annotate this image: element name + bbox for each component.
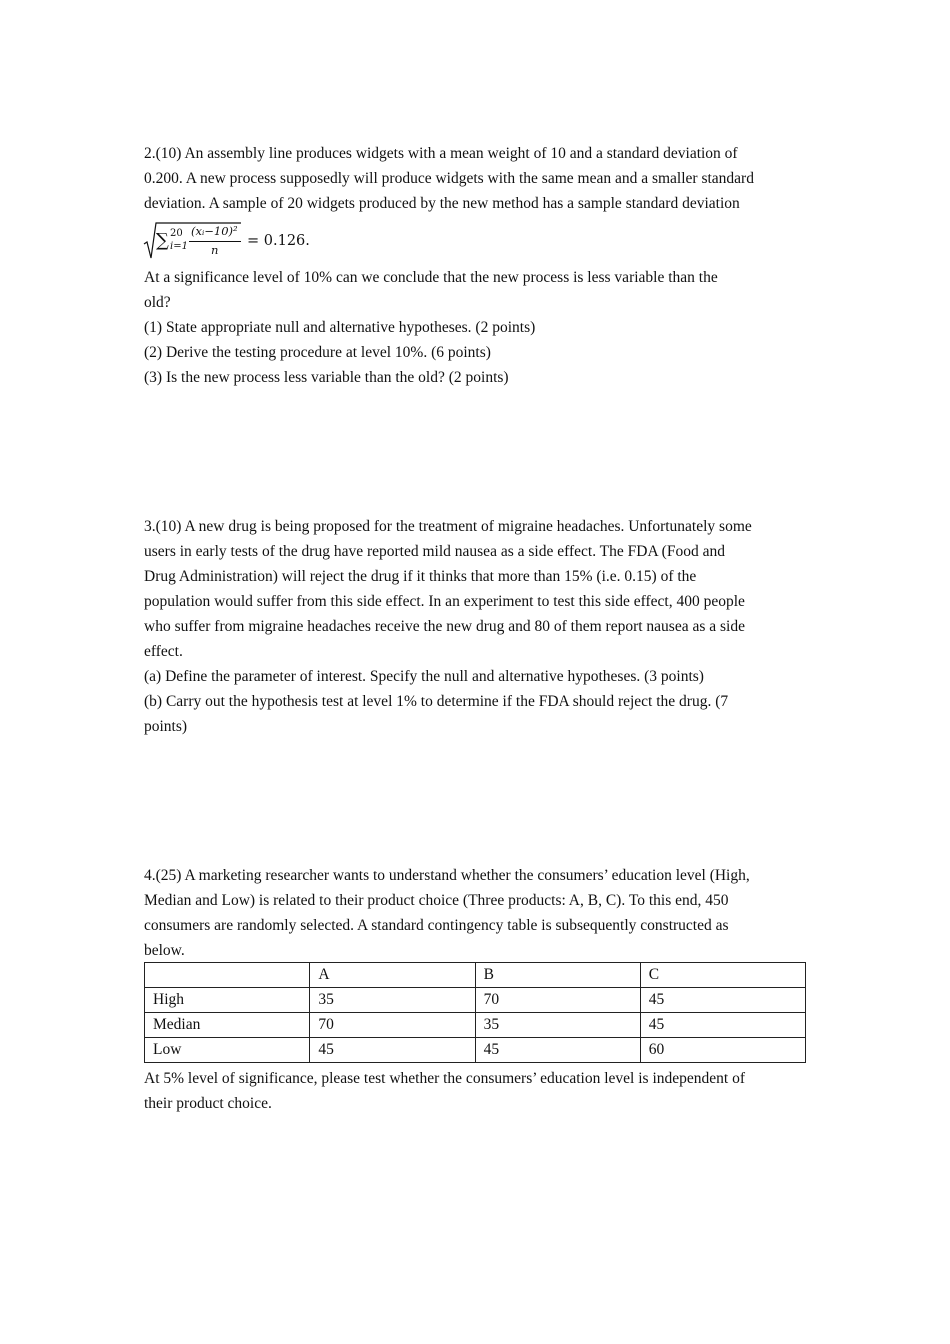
q3-line-1: 3.(10) A new drug is being proposed for the treatment of migraine headaches. Unfortunately some: [144, 518, 752, 535]
sum-lower-limit: i=1: [170, 241, 188, 252]
fraction-numerator: (xᵢ−10)²: [191, 224, 238, 238]
q3-line-6: effect.: [144, 643, 183, 660]
table-row: [145, 1038, 806, 1063]
q2-part-3: (3) Is the new process less variable than the old? (2 points): [144, 369, 509, 386]
sum-upper-limit: 20: [170, 228, 183, 239]
table-cell: 45: [640, 1013, 805, 1038]
q2-after-2: old?: [144, 294, 171, 311]
fraction-denominator: n: [211, 243, 219, 257]
table-row-label: High: [145, 988, 310, 1013]
table-header-cell: B: [475, 963, 640, 988]
sum-symbol: ∑: [156, 230, 169, 251]
q2-line-1: 2.(10) An assembly line produces widgets with a mean weight of 10 and a standard deviation of: [144, 145, 738, 162]
q2-part-2: (2) Derive the testing procedure at level 10%. (6 points): [144, 344, 491, 361]
q2-line-2: 0.200. A new process supposedly will produce widgets with the same mean and a smaller standard: [144, 170, 754, 187]
q3-line-4: population would suffer from this side effect. In an experiment to test this side effect, 400 people: [144, 593, 745, 610]
q4-line-1: 4.(25) A marketing researcher wants to understand whether the consumers’ education level (High,: [144, 867, 750, 884]
table-cell: 45: [475, 1038, 640, 1063]
table-cell: 35: [475, 1013, 640, 1038]
table-cell: 70: [475, 988, 640, 1013]
q2-after-1: At a significance level of 10% can we conclude that the new process is less variable than the: [144, 269, 718, 286]
table-header-cell: A: [310, 963, 475, 988]
q4-line-4: below.: [144, 942, 185, 959]
table-cell: 45: [640, 988, 805, 1013]
q3-part-b: (b) Carry out the hypothesis test at level 1% to determine if the FDA should reject the drug. (7: [144, 693, 729, 710]
q4-line-3: consumers are randomly selected. A standard contingency table is subsequently constructed as: [144, 917, 729, 934]
q3-line-3: Drug Administration) will reject the drug if it thinks that more than 15% (i.e. 0.15) of the: [144, 568, 697, 585]
q3-line-2: users in early tests of the drug have reported mild nausea as a side effect. The FDA (Food and: [144, 543, 725, 560]
table-cell: 35: [310, 988, 475, 1013]
formula-result: = 0.126.: [247, 233, 310, 249]
table-header-row: [145, 963, 806, 988]
table-cell: 70: [310, 1013, 475, 1038]
table-cell: 45: [310, 1038, 475, 1063]
q2-line-3: deviation. A sample of 20 widgets produced by the new method has a sample standard deviation: [144, 195, 740, 212]
table-row-label: Low: [145, 1038, 310, 1063]
q2-part-1: (1) State appropriate null and alternative hypotheses. (2 points): [144, 319, 536, 336]
table-cell: 60: [640, 1038, 805, 1063]
q3-part-a: (a) Define the parameter of interest. Specify the null and alternative hypotheses. (3 points): [144, 668, 704, 685]
contingency-table: [144, 962, 806, 1063]
q3-line-5: who suffer from migraine headaches receive the new drug and 80 of them report nausea as a side: [144, 618, 745, 635]
q4-after-1: At 5% level of significance, please test whether the consumers’ education level is independent of: [144, 1070, 745, 1087]
table-row-label: Median: [145, 1013, 310, 1038]
q3-part-b-cont: points): [144, 718, 188, 735]
q4-line-2: Median and Low) is related to their product choice (Three products: A, B, C). To this end, 450: [144, 892, 729, 909]
table-header-cell: [145, 963, 310, 988]
table-header-cell: C: [640, 963, 805, 988]
fraction-bar: [189, 241, 241, 242]
q4-after-2: their product choice.: [144, 1095, 272, 1112]
table-row: [145, 1013, 806, 1038]
table-row: [145, 988, 806, 1013]
